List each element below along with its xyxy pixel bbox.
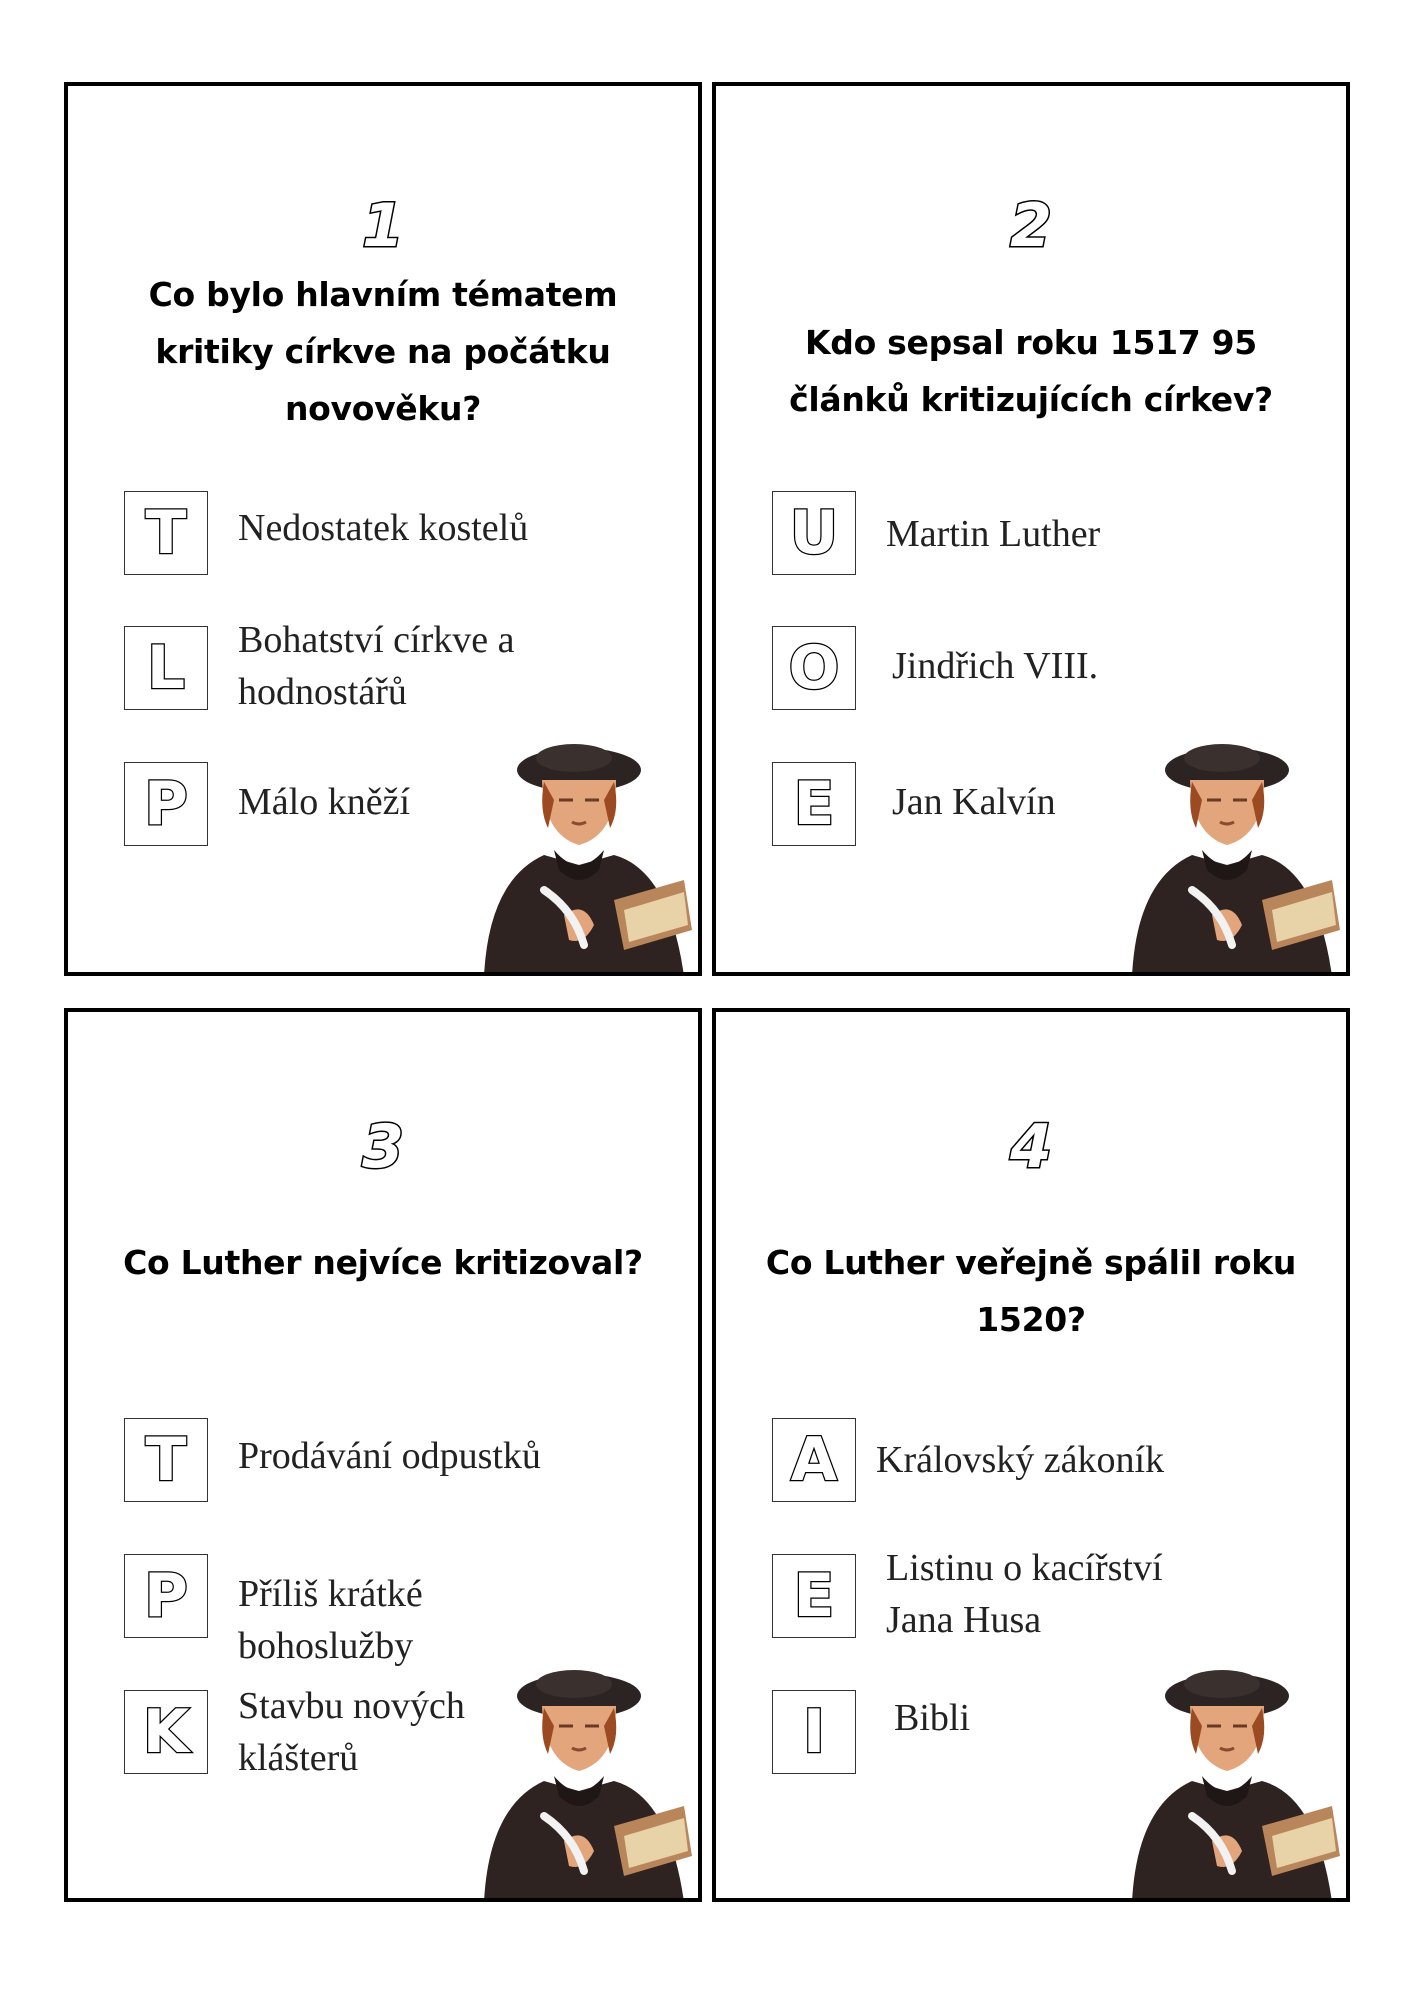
option-letter: P: [144, 1561, 188, 1631]
option-letter-box: [124, 626, 208, 710]
luther-illustration: [1132, 740, 1350, 976]
option-letter: L: [146, 633, 186, 703]
luther-illustration: [484, 740, 702, 976]
card-number: 4: [1010, 1112, 1052, 1182]
question-text: Co Luther nejvíce kritizoval?: [123, 1243, 643, 1282]
card-number: 3: [362, 1112, 404, 1182]
option-text: Jan Kalvín: [892, 781, 1056, 823]
question-text: Co bylo hlavním tématem kritiky církve na počátku novověku?: [148, 275, 618, 428]
option-letter: K: [142, 1697, 190, 1767]
option-letter: O: [788, 633, 840, 703]
option-text: Prodávání odpustků: [238, 1435, 541, 1477]
card-number: 1: [362, 191, 404, 261]
option-text: Málo kněží: [238, 781, 411, 823]
option-letter-box: [772, 491, 856, 575]
option-text: Stavbu nových klášterů: [238, 1685, 465, 1779]
option-letter: P: [144, 769, 188, 839]
option-letter: T: [145, 498, 187, 568]
option-letter-box: [124, 1554, 208, 1638]
quiz-card-2: [712, 82, 1350, 976]
option-text: Jindřich VIII.: [892, 645, 1099, 687]
luther-illustration: [484, 1666, 702, 1902]
option-letter: E: [793, 1561, 835, 1631]
option-text: Nedostatek kostelů: [238, 507, 529, 549]
option-letter-box: [124, 762, 208, 846]
option-text: Martin Luther: [886, 513, 1101, 555]
option-text: Příliš krátké bohoslužby: [238, 1573, 423, 1667]
option-letter-box: [772, 1690, 856, 1774]
option-letter-box: [772, 1554, 856, 1638]
option-letter: I: [802, 1697, 826, 1767]
option-letter: T: [145, 1425, 187, 1495]
question-text: Co Luther veřejně spálil roku 1520?: [765, 1243, 1297, 1339]
option-letter-box: [772, 1418, 856, 1502]
option-letter: U: [789, 498, 839, 568]
option-letter-box: [124, 1418, 208, 1502]
quiz-card-1: [64, 82, 702, 976]
option-letter: A: [790, 1425, 838, 1495]
luther-illustration: [1132, 1666, 1350, 1902]
option-letter: E: [793, 769, 835, 839]
option-letter-box: [124, 491, 208, 575]
quiz-card-3: [64, 1008, 702, 1902]
option-text: Bohatství církve a hodnostářů: [238, 619, 515, 713]
option-letter-box: [772, 762, 856, 846]
option-letter-box: [124, 1690, 208, 1774]
option-letter-box: [772, 626, 856, 710]
question-text: Kdo sepsal roku 1517 95 článků kritizujících církev?: [789, 323, 1273, 419]
option-text: Bibli: [894, 1697, 971, 1739]
quiz-card-4: [712, 1008, 1350, 1902]
option-text: Královský zákoník: [876, 1439, 1165, 1481]
card-number: 2: [1010, 191, 1052, 261]
option-text: Listinu o kacířství Jana Husa: [886, 1547, 1163, 1641]
